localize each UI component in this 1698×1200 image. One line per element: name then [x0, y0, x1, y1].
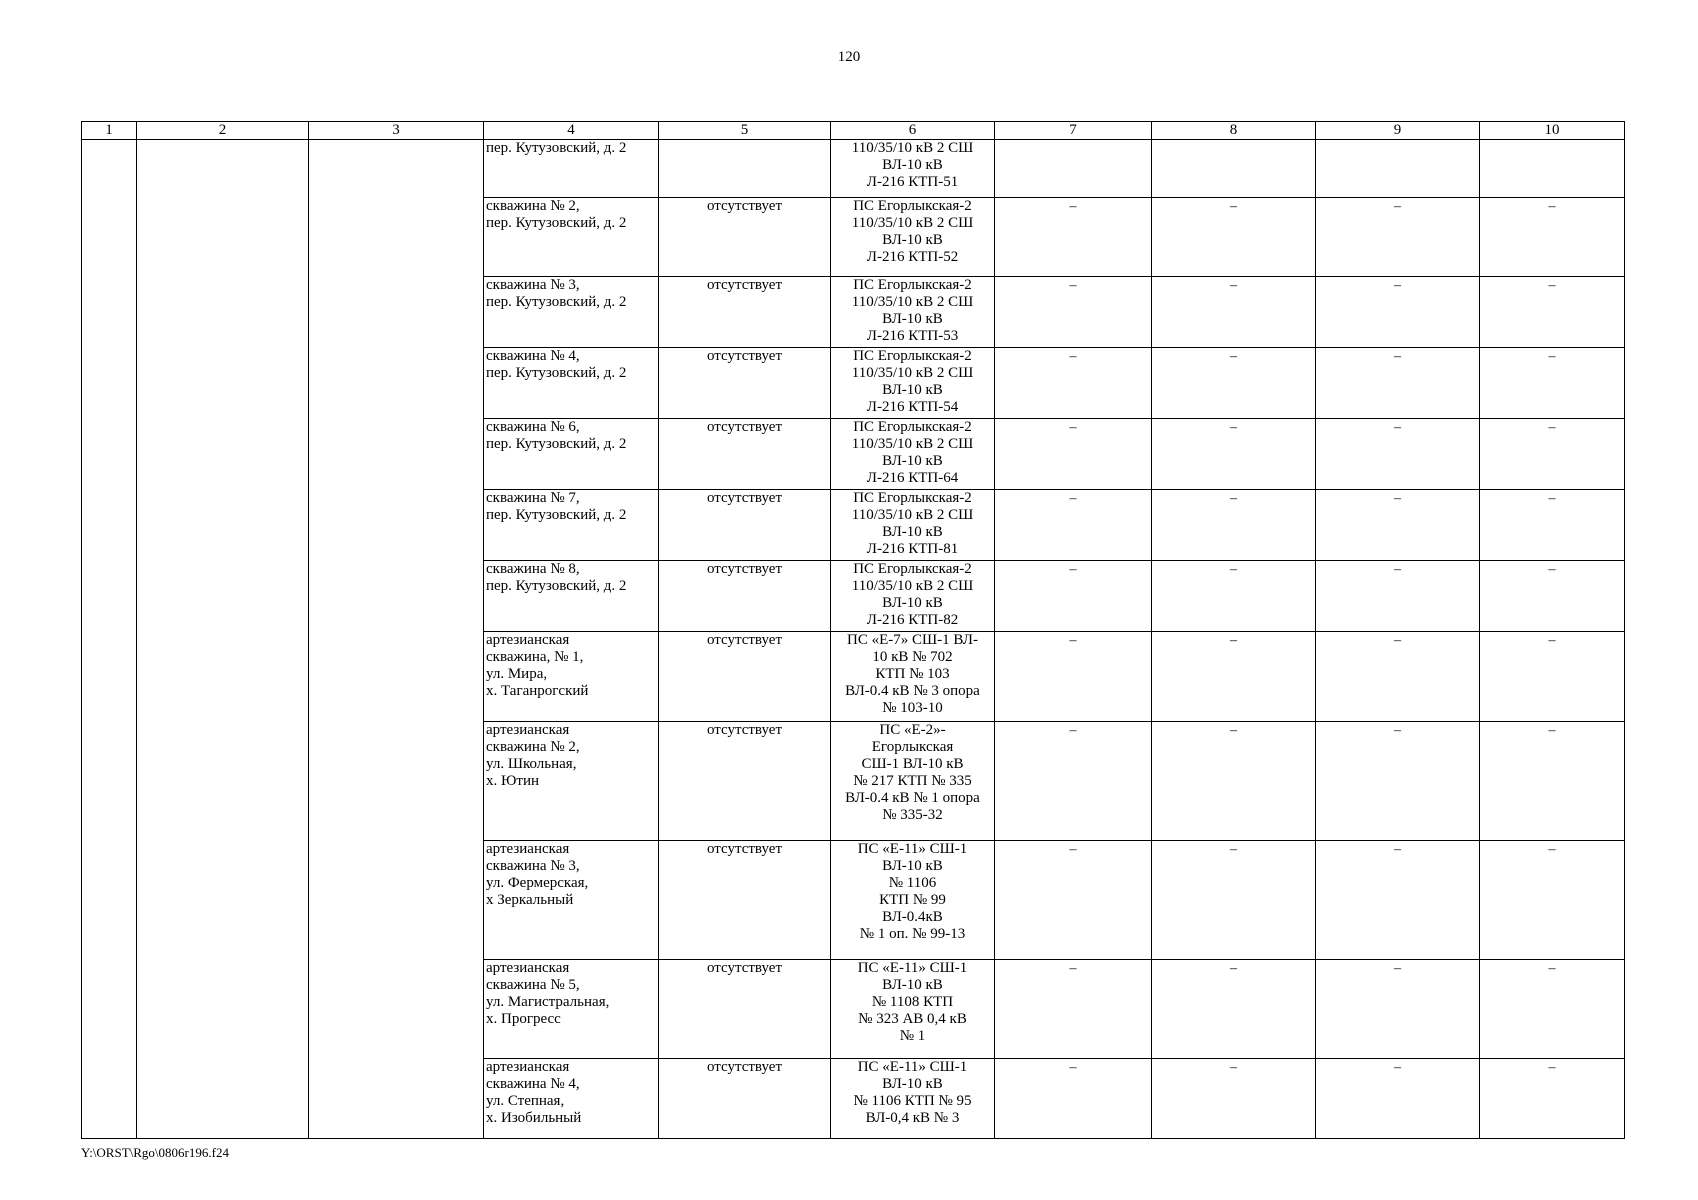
col7-cell: – — [995, 1059, 1152, 1139]
status-cell: отсутствует — [659, 419, 831, 490]
col8-cell: – — [1152, 561, 1316, 632]
col10-cell: – — [1480, 722, 1625, 841]
col7-cell: – — [995, 841, 1152, 960]
location-cell: артезианская скважина № 3, ул. Фермерская, х Зеркальный — [484, 841, 659, 960]
col10-cell: – — [1480, 1059, 1625, 1139]
power-source-cell: ПС «Е-7» СШ-1 ВЛ- 10 кВ № 702 КТП № 103 ВЛ-0.4 кВ № 3 опора № 103-10 — [831, 632, 995, 722]
header-cell: 6 — [831, 122, 995, 140]
col9-cell: – — [1316, 722, 1480, 841]
col10-cell: – — [1480, 198, 1625, 277]
col8-cell: – — [1152, 722, 1316, 841]
col10-cell: – — [1480, 419, 1625, 490]
power-source-cell: 110/35/10 кВ 2 СШ ВЛ-10 кВ Л-216 КТП-51 — [831, 140, 995, 198]
col8-cell: – — [1152, 490, 1316, 561]
status-cell: отсутствует — [659, 841, 831, 960]
col7-cell: – — [995, 722, 1152, 841]
power-source-cell: ПС «Е-11» СШ-1 ВЛ-10 кВ № 1108 КТП № 323 АВ 0,4 кВ № 1 — [831, 960, 995, 1059]
col10-cell: – — [1480, 632, 1625, 722]
col8-cell: – — [1152, 348, 1316, 419]
col9-cell: – — [1316, 419, 1480, 490]
col9-cell: – — [1316, 632, 1480, 722]
location-cell: скважина № 8, пер. Кутузовский, д. 2 — [484, 561, 659, 632]
col9-cell: – — [1316, 277, 1480, 348]
col10-cell: – — [1480, 277, 1625, 348]
col7-cell: – — [995, 561, 1152, 632]
power-source-cell: ПС «Е-11» СШ-1 ВЛ-10 кВ № 1106 КТП № 95 ВЛ-0,4 кВ № 3 — [831, 1059, 995, 1139]
col8-cell: – — [1152, 841, 1316, 960]
power-source-cell: ПС Егорлыкская-2 110/35/10 кВ 2 СШ ВЛ-10 кВ Л-216 КТП-53 — [831, 277, 995, 348]
col7-cell: – — [995, 632, 1152, 722]
col9-cell: – — [1316, 561, 1480, 632]
col7-cell: – — [995, 960, 1152, 1059]
col10-cell: – — [1480, 490, 1625, 561]
col3-cell — [309, 140, 484, 1139]
col8-cell: – — [1152, 960, 1316, 1059]
header-cell: 10 — [1480, 122, 1625, 140]
header-cell: 5 — [659, 122, 831, 140]
data-table — [81, 121, 1625, 1139]
location-cell: скважина № 3, пер. Кутузовский, д. 2 — [484, 277, 659, 348]
status-cell: отсутствует — [659, 1059, 831, 1139]
header-cell: 1 — [82, 122, 137, 140]
power-source-cell: ПС Егорлыкская-2 110/35/10 кВ 2 СШ ВЛ-10 кВ Л-216 КТП-82 — [831, 561, 995, 632]
header-cell: 8 — [1152, 122, 1316, 140]
location-cell: скважина № 2, пер. Кутузовский, д. 2 — [484, 198, 659, 277]
col8-cell: – — [1152, 198, 1316, 277]
status-cell: отсутствует — [659, 561, 831, 632]
power-source-cell: ПС Егорлыкская-2 110/35/10 кВ 2 СШ ВЛ-10 кВ Л-216 КТП-54 — [831, 348, 995, 419]
col8-cell — [1152, 140, 1316, 198]
location-cell: артезианская скважина № 2, ул. Школьная, х. Ютин — [484, 722, 659, 841]
location-cell: артезианская скважина № 4, ул. Степная, х. Изобильный — [484, 1059, 659, 1139]
col8-cell: – — [1152, 419, 1316, 490]
status-cell: отсутствует — [659, 722, 831, 841]
col10-cell: – — [1480, 841, 1625, 960]
location-cell: скважина № 4, пер. Кутузовский, д. 2 — [484, 348, 659, 419]
col10-cell — [1480, 140, 1625, 198]
power-source-cell: ПС Егорлыкская-2 110/35/10 кВ 2 СШ ВЛ-10 кВ Л-216 КТП-64 — [831, 419, 995, 490]
status-cell: отсутствует — [659, 277, 831, 348]
col7-cell: – — [995, 277, 1152, 348]
status-cell — [659, 140, 831, 198]
status-cell: отсутствует — [659, 198, 831, 277]
col7-cell: – — [995, 198, 1152, 277]
power-source-cell: ПС Егорлыкская-2 110/35/10 кВ 2 СШ ВЛ-10 кВ Л-216 КТП-52 — [831, 198, 995, 277]
file-path-footer: Y:\ORST\Rgo\0806r196.f24 — [81, 1145, 229, 1160]
col8-cell: – — [1152, 632, 1316, 722]
col8-cell: – — [1152, 277, 1316, 348]
header-cell: 4 — [484, 122, 659, 140]
header-cell: 2 — [137, 122, 309, 140]
location-cell: пер. Кутузовский, д. 2 — [484, 140, 659, 198]
col9-cell: – — [1316, 841, 1480, 960]
col10-cell: – — [1480, 348, 1625, 419]
col7-cell: – — [995, 419, 1152, 490]
power-source-cell: ПС «Е-2»- Егорлыкская СШ-1 ВЛ-10 кВ № 217 КТП № 335 ВЛ-0.4 кВ № 1 опора № 335-32 — [831, 722, 995, 841]
header-cell: 9 — [1316, 122, 1480, 140]
power-source-cell: ПС «Е-11» СШ-1 ВЛ-10 кВ № 1106 КТП № 99 ВЛ-0.4кВ № 1 оп. № 99-13 — [831, 841, 995, 960]
col7-cell — [995, 140, 1152, 198]
col10-cell: – — [1480, 960, 1625, 1059]
page-number: 120 — [837, 49, 861, 65]
col7-cell: – — [995, 348, 1152, 419]
location-cell: скважина № 7, пер. Кутузовский, д. 2 — [484, 490, 659, 561]
col9-cell — [1316, 140, 1480, 198]
col9-cell: – — [1316, 490, 1480, 561]
power-source-cell: ПС Егорлыкская-2 110/35/10 кВ 2 СШ ВЛ-10 кВ Л-216 КТП-81 — [831, 490, 995, 561]
location-cell: артезианская скважина, № 1, ул. Мира, х. Таганрогский — [484, 632, 659, 722]
location-cell: артезианская скважина № 5, ул. Магистральная, х. Прогресс — [484, 960, 659, 1059]
status-cell: отсутствует — [659, 632, 831, 722]
header-row — [82, 122, 1625, 140]
status-cell: отсутствует — [659, 490, 831, 561]
col10-cell: – — [1480, 561, 1625, 632]
col9-cell: – — [1316, 348, 1480, 419]
col9-cell: – — [1316, 960, 1480, 1059]
col1-cell — [82, 140, 137, 1139]
location-cell: скважина № 6, пер. Кутузовский, д. 2 — [484, 419, 659, 490]
table-row — [82, 140, 1625, 198]
header-cell: 7 — [995, 122, 1152, 140]
col7-cell: – — [995, 490, 1152, 561]
status-cell: отсутствует — [659, 348, 831, 419]
col9-cell: – — [1316, 198, 1480, 277]
col9-cell: – — [1316, 1059, 1480, 1139]
header-cell: 3 — [309, 122, 484, 140]
col2-cell — [137, 140, 309, 1139]
col8-cell: – — [1152, 1059, 1316, 1139]
status-cell: отсутствует — [659, 960, 831, 1059]
